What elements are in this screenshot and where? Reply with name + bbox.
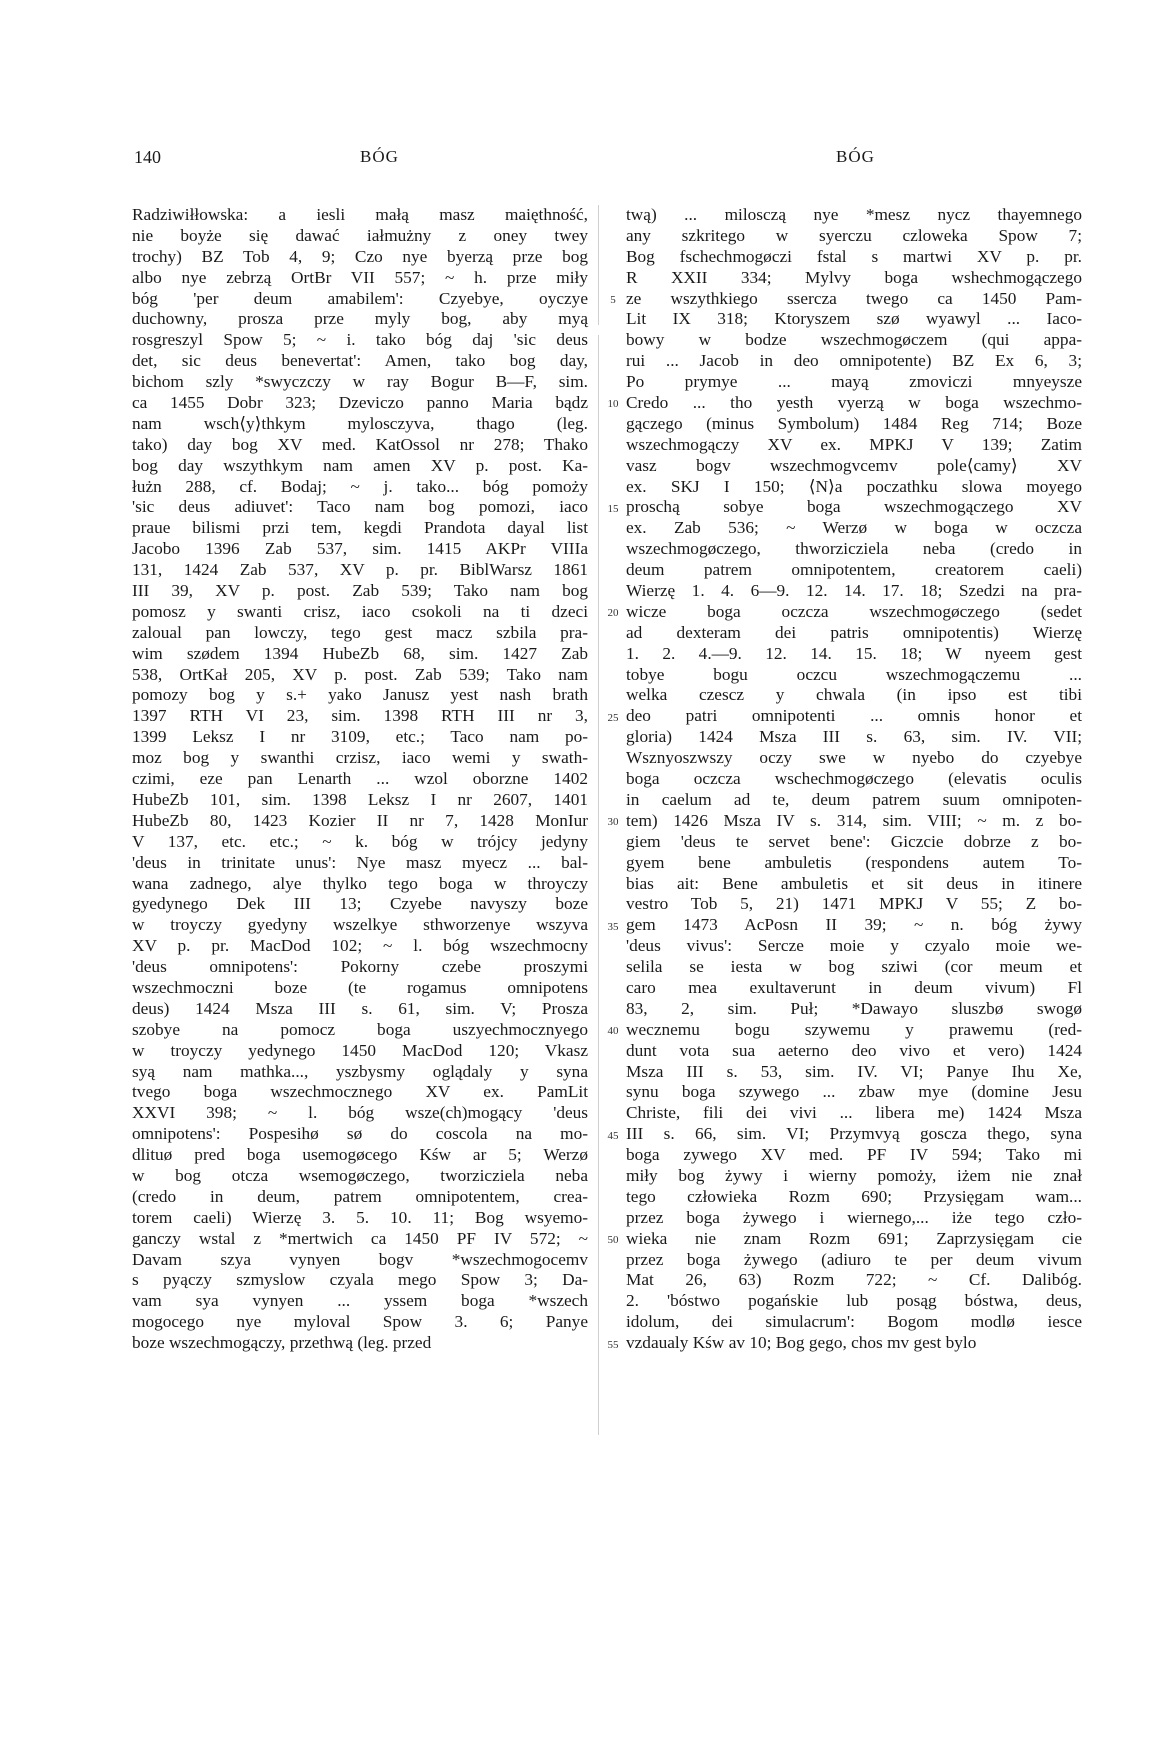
text-line: vestro Tob 5, 21) 1471 MPKJ V 55; Z bo- [626, 894, 1082, 914]
text-line: synu boga szywego ... zbaw mye (domine Jesu [626, 1082, 1082, 1102]
text-line: Msza III s. 53, sim. IV. VI; Panye Ihu Xe, [626, 1061, 1082, 1081]
running-head-left: BÓG [360, 147, 399, 166]
text-line: moz bog y swanthi crzisz, iaco wemi y swath- [132, 748, 588, 768]
text-line: wieka nie znam Rozm 691; Zaprzysięgam cie [626, 1228, 1082, 1248]
text-line: w troyczy gyedyny wszelkye sthworzenye wszyva [132, 915, 588, 935]
text-line: 'deus vivus': Sercze moie y czyalo moie we- [626, 936, 1082, 956]
text-line: przez boga żywego (adiuro te per deum vivum [626, 1249, 1082, 1269]
text-line: idolum, dei simulacrum': Bogom modlø iesce [626, 1312, 1082, 1332]
text-line: 1399 Leksz I nr 3109, etc.; Taco nam po- [132, 727, 588, 747]
page-header [0, 147, 1170, 177]
text-line: wicze boga oczcza wszechmogøczego (sedet [626, 601, 1082, 621]
text-line: 83, 2, sim. Puł; *Dawayo sluszbø swogø [626, 998, 1082, 1018]
text-line: deus) 1424 Msza III s. 61, sim. V; Prosza [132, 998, 588, 1018]
text-line: wszechmoczni boze (te rogamus omnipotens [132, 977, 588, 997]
text-line: torem caeli) Wierzę 3. 5. 10. 11; Bog wsyemo- [132, 1207, 588, 1227]
text-line: s pyączy szmyslow czyala mego Spow 3; Da- [132, 1270, 588, 1290]
text-line: selila se iesta w bog sziwi (cor meum et [626, 957, 1082, 977]
text-line: ad dexteram dei patris omnipotentis) Wierzę [626, 622, 1082, 642]
text-line: albo nye zebrzą OrtBr VII 557; ~ h. prze miły [132, 267, 588, 287]
text-line: III 39, XV p. post. Zab 539; Tako nam bog [132, 581, 588, 601]
text-line: boga oczcza wschechmogøczego (elevatis oculis [626, 769, 1082, 789]
text-line: Credo ... tho yesth vyerzą w boga wszechmo- [626, 393, 1082, 413]
text-line: trochy) BZ Tob 4, 9; Czo nye byerzą prze bog [132, 246, 588, 266]
text-line: HubeZb 101, sim. 1398 Leksz I nr 2607, 1401 [132, 789, 588, 809]
text-line: tvego boga wszechmocznego XV ex. PamLit [132, 1082, 588, 1102]
text-line: pomozy bog y s.+ yako Janusz yest nash brath [132, 685, 588, 705]
text-line: nie boyże się dawać iałmużny z oney twey [132, 225, 588, 245]
text-line: boga zywego XV med. PF IV 594; Tako mi [626, 1145, 1082, 1165]
text-line: Mat 26, 63) Rozm 722; ~ Cf. Dalibóg. [626, 1270, 1082, 1290]
column-divider [598, 205, 599, 325]
text-line: Wierzę 1. 4. 6—9. 12. 14. 17. 18; Szedzi na pra- [626, 581, 1082, 601]
text-line: Lit IX 318; Ktoryszem szø wyawyl ... Iaco- [626, 309, 1082, 329]
text-line: 'deus in trinitate unus': Nye masz myecz ... bal- [132, 852, 588, 872]
text-line: wana zadnego, alye thylko tego boga w throyczy [132, 873, 588, 893]
text-line: gyem bene ambuletis (respondens autem To- [626, 852, 1082, 872]
text-line: szobye na pomocz boga uszyechmocznyego [132, 1019, 588, 1039]
text-line: praue bilismi przi tem, kegdi Prandota dayal list [132, 518, 588, 538]
text-line: w bog otcza wsemogøczego, tworzicziela neba [132, 1165, 588, 1185]
text-line: det, sic deus benevertat': Amen, tako bog day, [132, 351, 588, 371]
text-line: boze wszechmogączy, przethwą (leg. przed [132, 1333, 432, 1353]
text-line: ganczy wstal z *mertwich ca 1450 PF IV 572; ~ [132, 1228, 588, 1248]
text-line: XXVI 398; ~ l. bóg wsze(ch)mogący 'deus [132, 1103, 588, 1123]
text-line: twą) ... milosczą nye *mesz nycz thayemnego [626, 205, 1082, 224]
text-line: in caelum ad te, deum patrem suum omnipoten- [626, 789, 1082, 809]
text-line: Christe, fili dei vivi ... libera me) 1424 Msza [626, 1103, 1082, 1123]
text-line: gyedynego Dek III 13; Czyebe navyszy boze [132, 894, 588, 914]
text-line: caro mea exultaverunt in deum vivum) Fl [626, 977, 1082, 997]
right-text-column [626, 205, 1082, 1354]
text-line: R XXII 334; Mylvy boga wshechmogączego [626, 267, 1082, 287]
text-line: (credo in deum, patrem omnipotentem, crea- [132, 1186, 588, 1206]
text-line: zaloual pan lowczy, tego gest macz szbila pra- [132, 622, 588, 642]
text-line: proschą sobye boga wszechmogączego XV [626, 497, 1082, 517]
text-line: 538, OrtKał 205, XV p. post. Zab 539; Tako nam [132, 664, 588, 684]
text-line: vzdaualy Kśw av 10; Bog gego, chos mv gest bylo [626, 1333, 977, 1353]
text-line: tem) 1426 Msza IV s. 314, sim. VIII; ~ m. z bo- [626, 810, 1082, 830]
text-line: wszechmogøczego, thworzicziela neba (credo in [626, 539, 1082, 559]
text-line: wecznemu bogu szywemu y prawemu (red- [626, 1019, 1082, 1039]
line-number: 10 [607, 398, 619, 411]
text-line: Wsznyoszwszy oczy swe w nyebo do czyebye [626, 748, 1082, 768]
text-line: bog day wszythkym nam amen XV p. post. Ka- [132, 455, 588, 475]
text-line: w troyczy yedynego 1450 MacDod 120; Vkasz [132, 1040, 588, 1060]
line-number: 15 [607, 502, 619, 515]
text-line: 'sic deus adiuvet': Taco nam bog pomozi, iaco [132, 497, 588, 517]
text-line: welka czescz y chwala (in ipso est tibi [626, 685, 1082, 705]
column-divider [598, 335, 599, 1435]
text-line: ca 1455 Dobr 323; Dzeviczo panno Maria bądz [132, 393, 588, 413]
text-line: Po prymye ... mayą zmoviczi mnyeysze [626, 372, 1082, 392]
text-line: ex. Zab 536; ~ Werzø w boga w oczcza [626, 518, 1082, 538]
text-line: XV p. pr. MacDod 102; ~ l. bóg wszechmocny [132, 936, 588, 956]
line-number: 40 [607, 1025, 619, 1038]
text-line: rui ... Jacob in deo omnipotente) BZ Ex 6, 3; [626, 351, 1082, 371]
text-line: 131, 1424 Zab 537, XV p. pr. BiblWarsz 1861 [132, 560, 588, 580]
text-line: bias ait: Bene ambuletis et sit deus in itinere [626, 873, 1082, 893]
text-line: mogocego nye myloval Spow 3. 6; Panye [132, 1312, 588, 1332]
text-line: 1. 2. 4.—9. 12. 14. 15. 18; W nyeem gest [626, 643, 1082, 663]
text-line: Davam szya vynyen bogv *wszechmogocemv [132, 1249, 588, 1269]
text-line: bichom szly *swyczczy w ray Bogur B—F, sim. [132, 372, 588, 392]
text-line: Jacobo 1396 Zab 537, sim. 1415 AKPr VIIIa [132, 539, 588, 559]
text-line: gączego (minus Symbolum) 1484 Reg 714; Boze [626, 413, 1082, 433]
text-line: pomosz y swanti crisz, iaco csokoli na ti dzeci [132, 601, 588, 621]
text-line: tako) day bog XV med. KatOssol nr 278; Thako [132, 434, 588, 454]
text-line: wim szødem 1394 HubeZb 68, sim. 1427 Zab [132, 643, 588, 663]
text-line: vasz bogv wszechmogvcemv pole⟨camy⟩ XV [626, 455, 1082, 475]
text-line: gem 1473 AcPosn II 39; ~ n. bóg żywy [626, 915, 1082, 935]
text-line: dlituø pred boga usemogøcego Kśw ar 5; Werzø [132, 1145, 588, 1165]
text-line: 2. 'bóstwo pogańskie lub posąg bóstwa, deus, [626, 1291, 1082, 1311]
text-line: ze wszythkiego sserczа twego ca 1450 Pam- [626, 288, 1082, 308]
left-text-column [132, 205, 588, 1354]
line-number: 20 [607, 607, 619, 620]
text-line: 1397 RTH VI 23, sim. 1398 RTH III nr 3, [132, 706, 588, 726]
line-number: 5 [610, 293, 616, 306]
text-line: rosgreszyl Spow 5; ~ i. tako bóg daj 'sic deus [132, 330, 588, 350]
text-line: HubeZb 80, 1423 Kozier II nr 7, 1428 MonIur [132, 810, 588, 830]
text-line: Bog fschechmogøczi fstal s martwi XV p. pr. [626, 246, 1082, 266]
line-number: 55 [607, 1338, 619, 1351]
text-line: any szkritego w syerczu czloweka Spow 7; [626, 225, 1082, 245]
text-line: Radziwiłłowska: a iesli małą masz maięthność, [132, 205, 588, 224]
text-line: gloria) 1424 Msza III s. 63, sim. IV. VII; [626, 727, 1082, 747]
line-number: 25 [607, 711, 619, 724]
text-line: V 137, etc. etc.; ~ k. bóg w trójcy jedyny [132, 831, 588, 851]
text-line: miły bog żywy i wierny pomoży, iżem nie znał [626, 1165, 1082, 1185]
text-line: duchowny, prosza prze myly bog, aby myą [132, 309, 588, 329]
running-head-right: BÓG [836, 147, 875, 166]
text-line: nam wsch⟨y⟩thkym mylosczyva, thago (leg. [132, 413, 588, 433]
text-line: syą nam mathka..., yszbysmy oglądaly y syna [132, 1061, 588, 1081]
text-line: bowy w bodze wszechmogøczem (qui appa- [626, 330, 1082, 350]
text-line: deo patri omnipotenti ... omnis honor et [626, 706, 1082, 726]
text-line: bóg 'per deum amabilem': Czyebye, oyczye [132, 288, 588, 308]
line-number: 50 [607, 1234, 619, 1247]
text-line: giem 'deus te servet bene': Giczcie dobrze z bo- [626, 831, 1082, 851]
text-line: dunt vota sua aeterno deo vivo et vero) 1424 [626, 1040, 1082, 1060]
text-line: tego człowieka Rozm 690; Przysięgam wam... [626, 1186, 1082, 1206]
text-line: omnipotens': Pospesihø sø do coscola na mo- [132, 1124, 588, 1144]
text-line: deum patrem omnipotentem, creatorem caeli) [626, 560, 1082, 580]
text-line: 'deus omnipotens': Pokorny czebe proszymi [132, 957, 588, 977]
text-line: wszechmogączy XV ex. MPKJ V 139; Zatim [626, 434, 1082, 454]
page-number: 140 [134, 147, 161, 167]
line-number: 35 [607, 920, 619, 933]
line-number: 30 [607, 816, 619, 829]
text-line: ex. SKJ I 150; ⟨N⟩a poczathku slowa moyego [626, 476, 1082, 496]
line-number: 45 [607, 1129, 619, 1142]
text-line: vam sya vynyen ... yssem boga *wszech [132, 1291, 588, 1311]
text-line: przez boga żywego i wiernego,... iże tego czło- [626, 1207, 1082, 1227]
text-line: czimi, eze pan Lenarth ... wzol oborzne 1402 [132, 769, 588, 789]
text-line: III s. 66, sim. VI; Przymvyą goscza thego, syna [626, 1124, 1082, 1144]
text-line: tobye bogu oczcu wszechmogączemu ... [626, 664, 1082, 684]
text-line: łużn 288, cf. Bodaj; ~ j. tako... bóg pomoży [132, 476, 588, 496]
